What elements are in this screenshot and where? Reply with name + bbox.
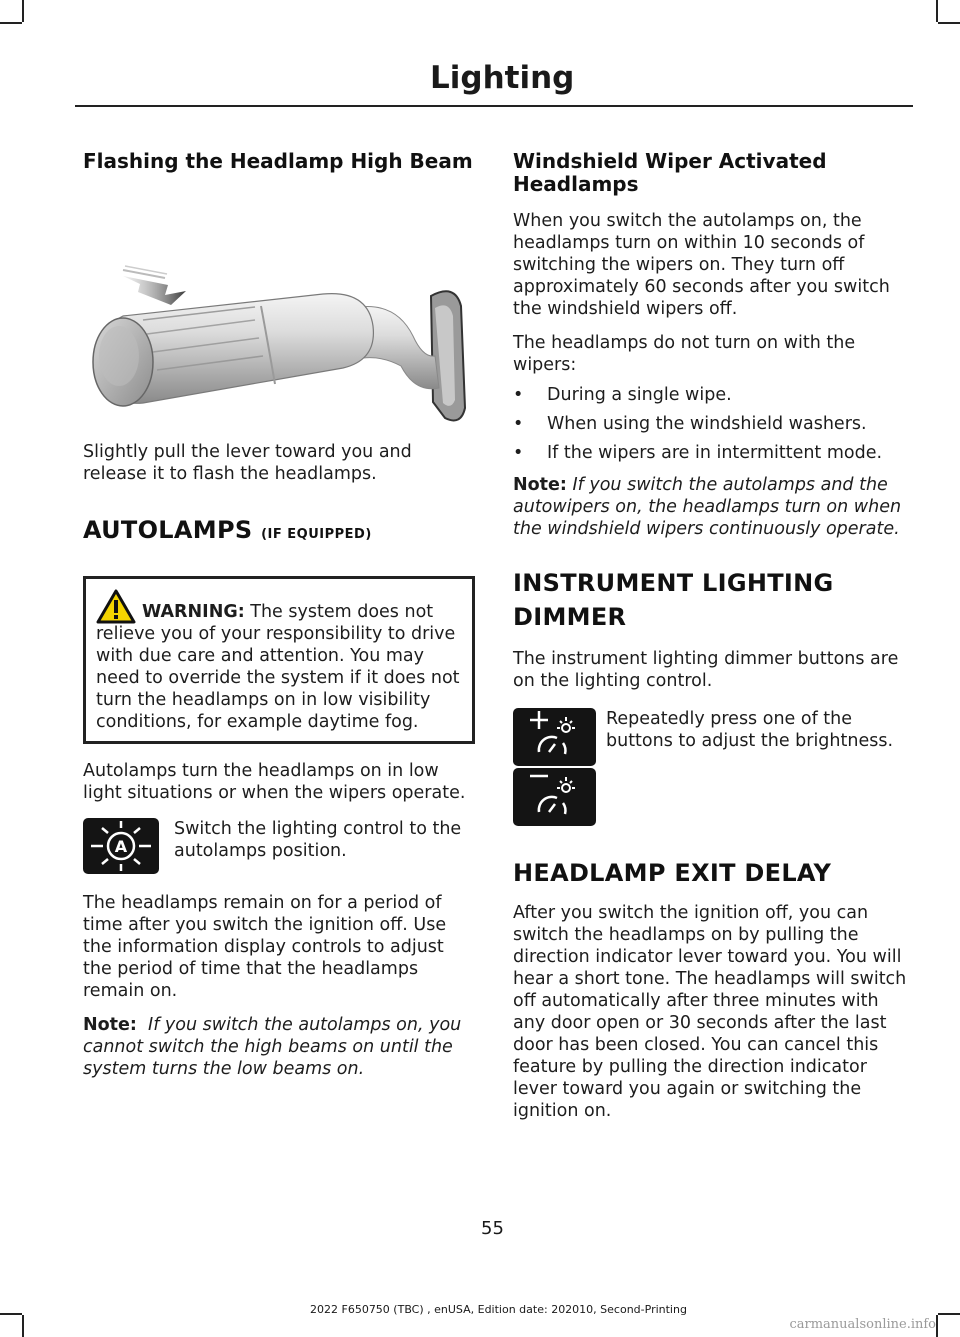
dimmer-increase-icon [513,708,596,766]
lever-illustration [83,188,475,423]
wiper-note [513,474,909,540]
wiper-heading: Windshield Wiper Activated Headlamps [513,149,827,196]
autolamps-text: Autolamps turn the headlamps on in low light situations or when the wipers operate. [83,761,466,803]
dimmer-text: The instrument lighting dimmer buttons are on the lighting control. [513,649,899,691]
autolamps-heading [83,515,475,550]
note-label: Note: [83,1015,137,1035]
crop-mark-bottom-left-h [0,1313,22,1315]
list-item: • If the wipers are in intermittent mode. [513,443,883,463]
crop-mark-bottom-left [22,1315,24,1337]
right-column [513,140,909,1122]
wiper-text: When you switch the autolamps on, the headlamps turn on within 10 seconds of switching the wipers on. They turn off approximately 60 seconds after you switch the windshield wipers off. [513,211,890,319]
crop-mark-top-right-h [938,22,960,24]
exit-text: After you switch the ignition off, you can switch the headlamps on by pulling the direction indicator lever toward you. You will hear a short tone. The headlamps will switch off automatically after three minutes with any door open or 30 seconds after the last door has been closed. You can cancel this feature by pulling the direction indicator lever toward you again or switching the ignition on. [513,903,907,1121]
footer-text: 2022 F650750 (TBC) , enUSA, Edition date: 202010, Second-Printing [310,1303,687,1316]
autolamps-switch-row [83,818,475,874]
dimmer-heading [513,568,909,632]
pull-arrow-icon [123,266,186,305]
dimmer-plus-svg [513,708,596,766]
crop-mark-bottom-right-h [938,1313,960,1315]
warning-box [83,576,475,744]
lever-svg [83,188,475,423]
autolamps-symbol-svg [83,818,159,874]
bullet-text: When using the windshield washers. [547,414,867,434]
list-item: • When using the windshield washers. [513,414,867,434]
crop-mark-top-left [22,0,24,22]
warning-triangle-icon [96,589,136,625]
page-title: Lighting [430,60,575,96]
note-label: Note: [513,475,567,495]
warning-text: The system does not relieve you of your responsibility to drive with due care and attention. You may need to override the system if it does not turn the headlamps on in low visibility conditions, for example daytime fog. [96,602,460,732]
dimmer-press-text: Repeatedly press one of the buttons to adjust the brightness. [606,709,894,751]
flash-text: Slightly pull the lever toward you and release it to flash the headlamps. [83,442,412,484]
warning-paragraph [96,601,464,733]
crop-mark-top-right [936,0,938,22]
bullet-list [513,384,909,464]
crop-mark-top-left-h [0,22,22,24]
flash-heading: Flashing the Headlamp High Beam [83,149,473,173]
dimmer-heading-line1: INSTRUMENT LIGHTING [513,569,834,597]
dimmer-row [513,708,909,826]
autolamps-note [83,1014,475,1080]
switch-text: Switch the lighting control to the autolamps position. [174,819,462,861]
dimmer-heading-line2: DIMMER [513,603,627,631]
list-item: • During a single wipe. [513,385,732,405]
bullet-text: During a single wipe. [547,385,732,405]
notwith-text: The headlamps do not turn on with the wipers: [513,333,856,375]
note-text: If you switch the autolamps and the autowipers on, the headlamps turn on when the windshield wipers continuously operate. [513,475,902,539]
header-rule [75,105,913,107]
warning-label: WARNING: [142,602,245,622]
autolamps-icon [83,818,159,874]
autolamps-heading-suffix: (IF EQUIPPED) [261,527,372,542]
autolamps-heading-text: AUTOLAMPS [83,516,253,544]
dimmer-icons [513,708,596,826]
svg-text:A: A [114,837,128,856]
dimmer-minus-svg [513,768,596,826]
exit-heading: HEADLAMP EXIT DELAY [513,859,832,887]
bullet-text: If the wipers are in intermittent mode. [547,443,883,463]
remain-text: The headlamps remain on for a period of time after you switch the ignition off. Use the information display controls to adjust the period of time that the headlamps remain on. [83,893,447,1001]
note-text: If you switch the autolamps on, you cannot switch the high beams on until the system turns the low beams on. [83,1015,462,1079]
page-number: 55 [481,1218,504,1239]
left-column [83,140,475,1080]
dimmer-decrease-icon [513,768,596,826]
crop-mark-bottom-right [936,1315,938,1337]
watermark: carmanualsonline.info [789,1317,936,1332]
